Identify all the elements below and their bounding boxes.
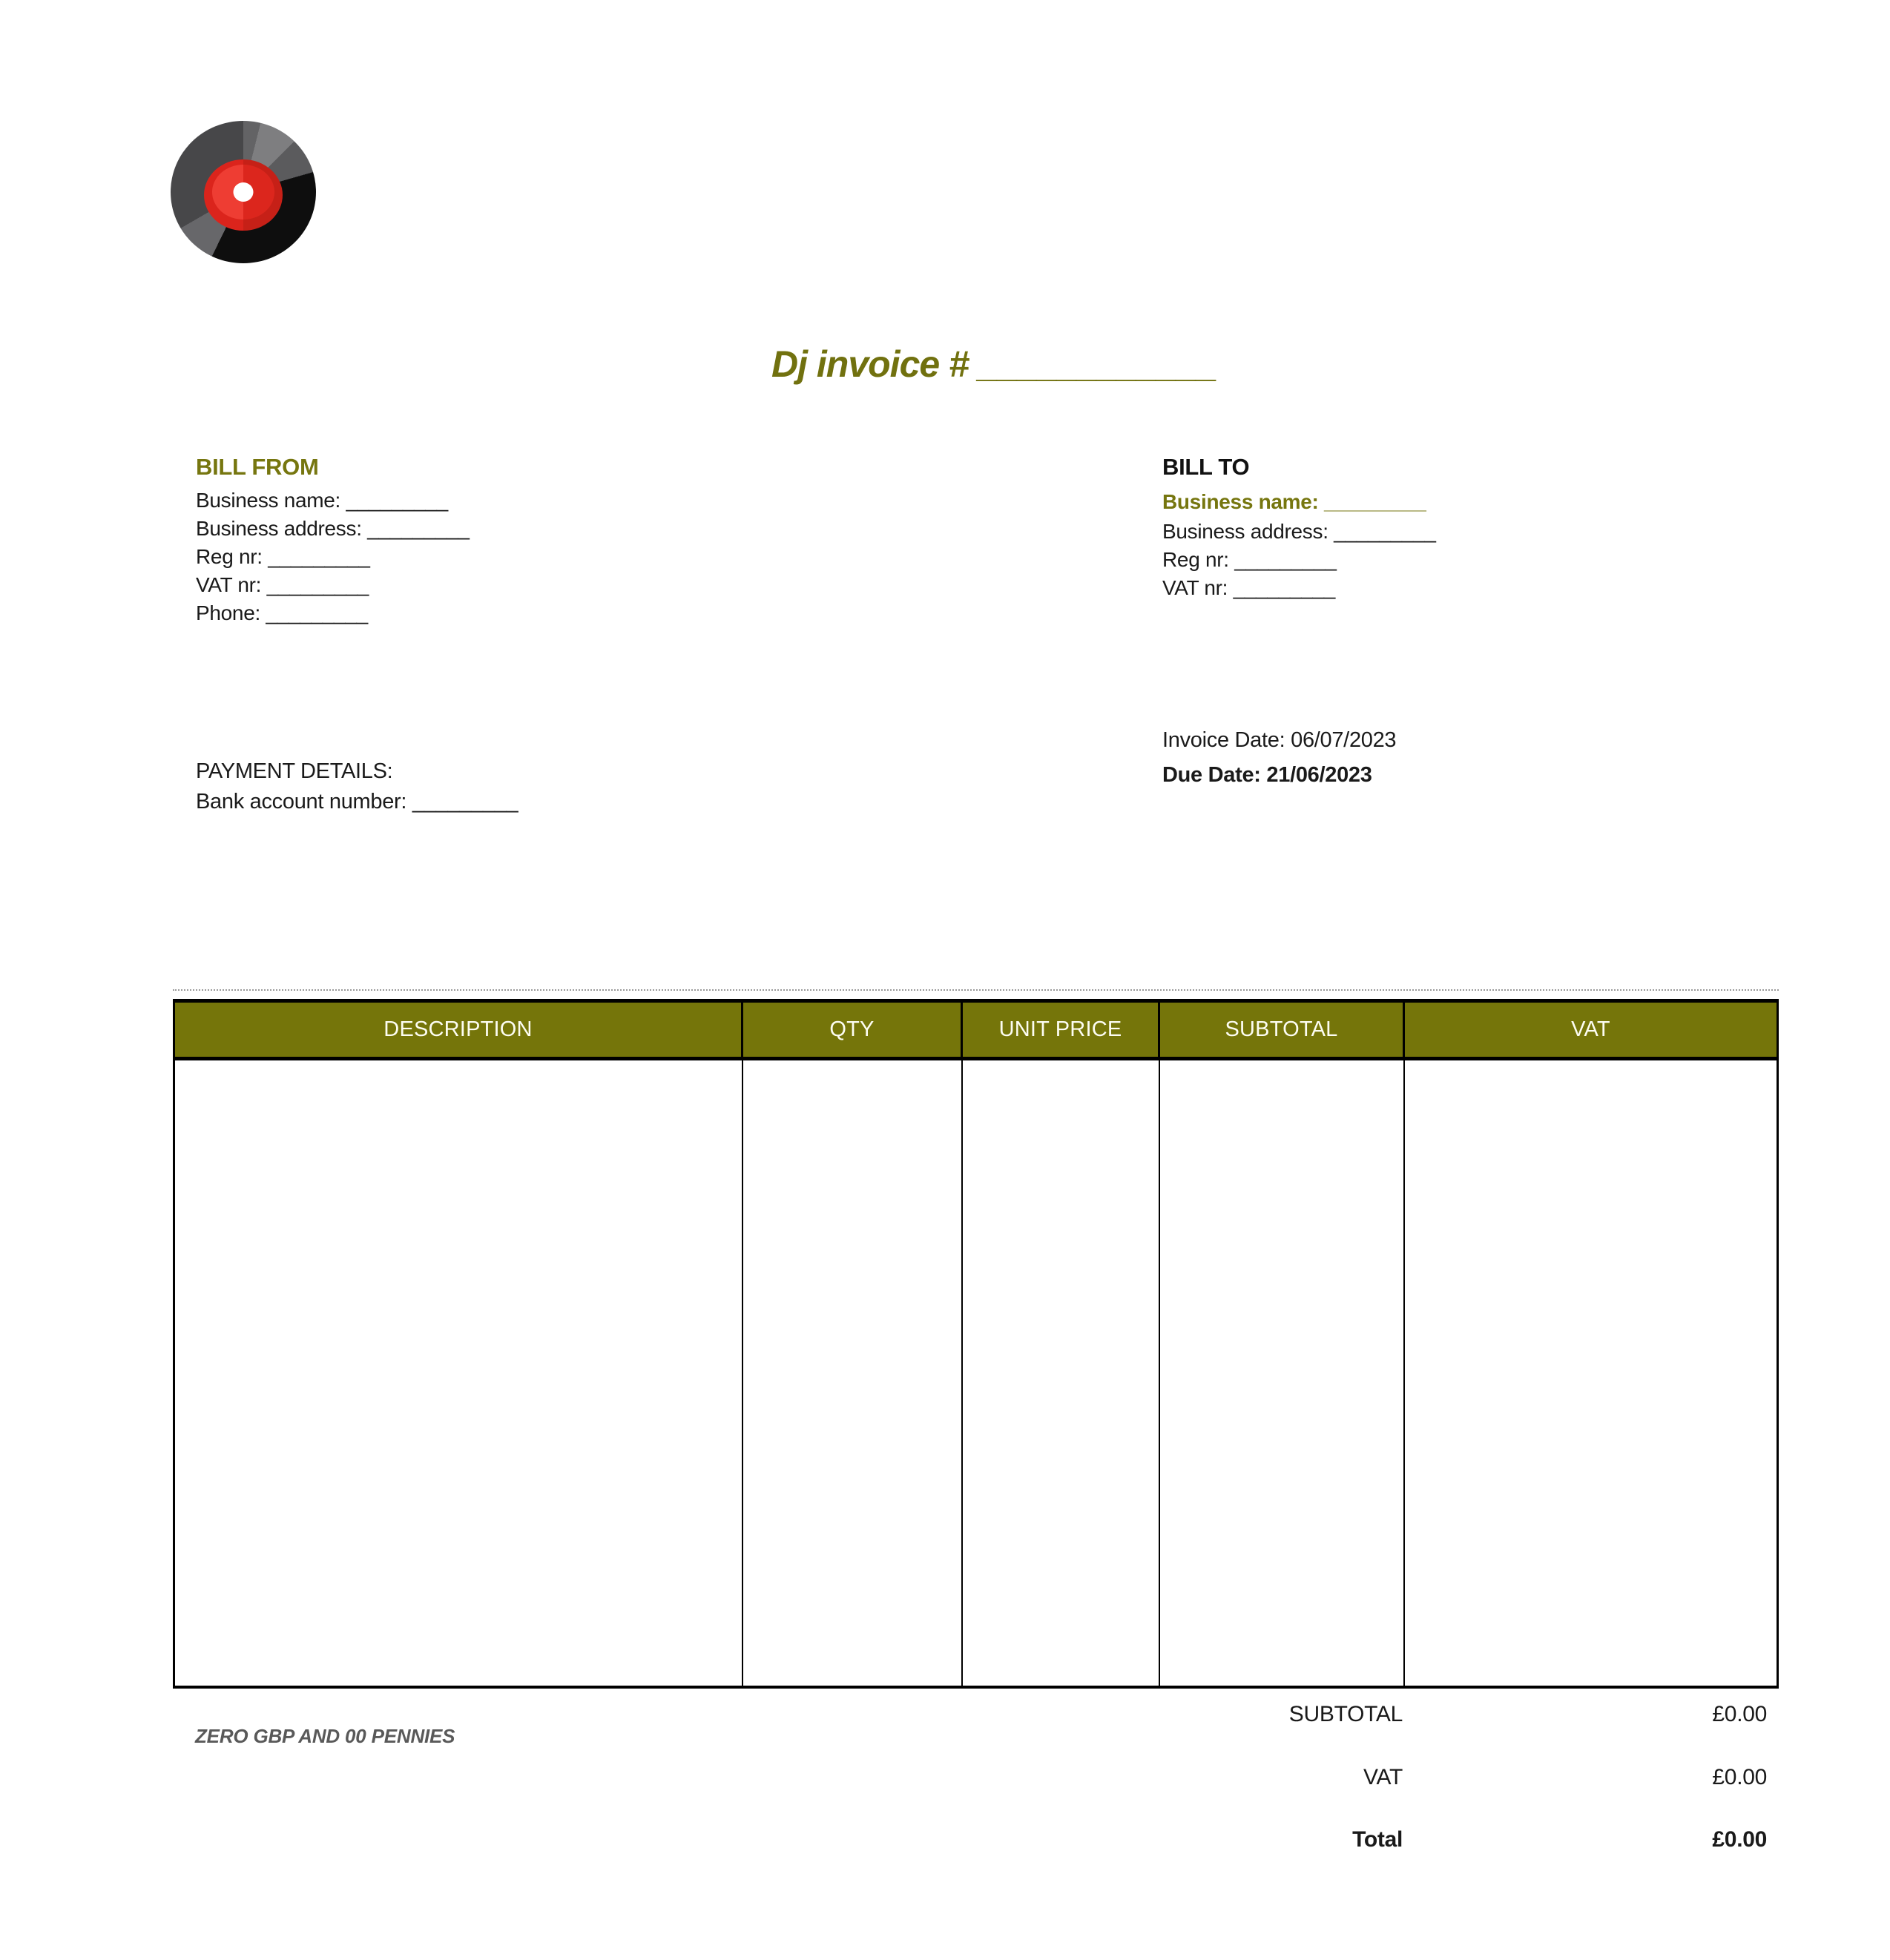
bill-to-business-name: Business name: _________ [1162,490,1426,513]
bill-from-heading: BILL FROM [196,454,319,480]
col-header-subtotal: SUBTOTAL [1160,1003,1405,1057]
total-label: Total [1352,1827,1403,1852]
body-col-description [175,1060,743,1686]
bill-from-business-name: Business name: _________ [196,489,448,512]
bill-from-reg-nr: Reg nr: _________ [196,545,370,568]
col-header-qty: QTY [743,1003,963,1057]
bill-to-section [1162,454,1436,602]
spindle-hole [234,182,254,202]
items-table-body [173,1057,1779,1689]
body-col-vat [1405,1060,1777,1686]
subtotal-label: SUBTOTAL [1288,1702,1403,1726]
bill-to-vat-nr: VAT nr: _________ [1162,576,1336,599]
total-row [173,1827,1779,1857]
bill-to-reg-nr: Reg nr: _________ [1162,548,1337,571]
payment-details-heading: PAYMENT DETAILS: [196,759,393,783]
due-date: Due Date: 21/06/2023 [1162,763,1372,787]
col-header-unit-price: UNIT PRICE [963,1003,1160,1057]
subtotal-value: £0.00 [1712,1702,1767,1726]
body-col-unit-price [963,1060,1160,1686]
total-value: £0.00 [1712,1827,1767,1852]
payment-details-section [196,756,518,817]
vat-row [173,1765,1779,1795]
bill-from-section [196,454,470,627]
dates-section [1162,723,1396,793]
bill-from-phone: Phone: _________ [196,601,368,624]
vat-value: £0.00 [1712,1765,1767,1789]
invoice-date: Invoice Date: 06/07/2023 [1162,728,1397,752]
divider-dotted-line [173,989,1779,991]
col-header-vat: VAT [1571,1017,1610,1041]
amount-in-words: ZERO GBP AND 00 PENNIES [195,1725,455,1747]
bill-to-heading: BILL TO [1162,454,1250,480]
bill-from-vat-nr: VAT nr: _________ [196,573,369,596]
body-col-subtotal [1160,1060,1405,1686]
body-col-qty [743,1060,963,1686]
bill-to-business-address: Business address: _________ [1162,520,1436,543]
items-table-header-row [173,999,1779,1057]
vat-label: VAT [1363,1765,1403,1789]
bank-account-number: Bank account number: _________ [196,790,518,814]
col-header-description: DESCRIPTION [175,1003,743,1057]
vinyl-record-icon [171,121,316,263]
bill-from-business-address: Business address: _________ [196,517,470,540]
invoice-title: Dj invoice # ____________ [771,343,1217,385]
items-table [173,999,1779,1689]
